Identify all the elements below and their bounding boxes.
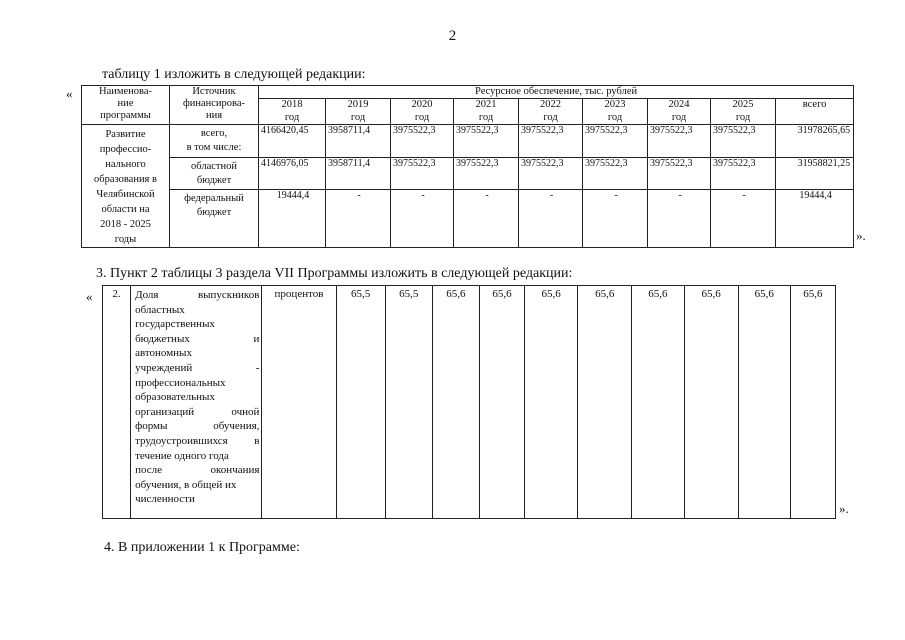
value-cell: 65,6 [632,286,684,519]
open-quote-2: « [86,289,93,304]
row-number: 2. [103,286,131,519]
resource-table [81,85,854,248]
value-cell: 65,5 [385,286,432,519]
close-quote-1: ». [856,228,866,243]
value-cell: - [519,190,583,248]
year-2018: 2018 [259,99,326,112]
value-cell: - [583,190,648,248]
value-cell: 3975522,3 [648,125,711,158]
close-quote-2: ». [839,501,849,516]
value-cell: 3975522,3 [454,157,519,190]
page-number: 2 [448,28,457,44]
value-cell: 65,6 [738,286,790,519]
year-2021: 2021 [454,99,519,112]
year-unit: год [259,112,326,125]
year-unit: год [519,112,583,125]
value-cell: 3958711,4 [326,157,391,190]
year-unit: год [454,112,519,125]
year-2020: 2020 [391,99,454,112]
year-unit: год [648,112,711,125]
total-cell: 19444,4 [776,190,854,248]
value-cell: 65,5 [336,286,385,519]
table-row [82,157,854,190]
value-cell: 3975522,3 [391,157,454,190]
header-funding-source: Источник финансирова- ния [170,86,259,125]
value-cell: 65,6 [525,286,578,519]
value-cell: 65,6 [479,286,524,519]
value-cell: 65,6 [578,286,632,519]
table-row [82,125,854,158]
value-cell: - [648,190,711,248]
value-cell: - [711,190,776,248]
value-cell: 4166420,45 [259,125,326,158]
point-3-text: 3. Пункт 2 таблицы 3 раздела VII Программы изложить в следующей редакции: [96,266,573,281]
total-cell: 31978265,65 [776,125,854,158]
year-unit: год [711,112,776,125]
year-2023: 2023 [583,99,648,112]
table-row [103,286,836,519]
year-unit: год [326,112,391,125]
value-cell: 3958711,4 [326,125,391,158]
value-cell: 4146976,05 [259,157,326,190]
intro-text: таблицу 1 изложить в следующей редакции: [102,67,366,82]
header-total: всего [776,99,854,125]
value-cell: 3975522,3 [648,157,711,190]
value-cell: - [326,190,391,248]
program-name-cell: Развитие профессио- нального образования в Челябинской области на 2018 - 2025 годы [82,125,170,248]
value-cell: 3975522,3 [454,125,519,158]
value-cell: 65,6 [684,286,738,519]
year-2024: 2024 [648,99,711,112]
open-quote-1: « [66,86,73,101]
value-cell: 19444,4 [259,190,326,248]
value-cell: - [454,190,519,248]
source-cell: областной бюджет [170,157,259,190]
table-row [82,190,854,248]
value-cell: 3975522,3 [583,157,648,190]
indicator-description: Доля выпускников областных государственных бюджетных и автономных учреждений - профессиональных образовательных организаций очной формы обучения, трудоустроившихся в течение одного года после окончания обучения, в общей их численности [131,286,262,519]
value-cell: 3975522,3 [711,157,776,190]
value-cell: 3975522,3 [391,125,454,158]
value-cell: - [391,190,454,248]
value-cell: 65,6 [432,286,479,519]
value-cell: 3975522,3 [519,157,583,190]
year-2022: 2022 [519,99,583,112]
indicator-table [102,285,836,519]
point-4-text: 4. В приложении 1 к Программе: [104,540,300,555]
source-cell: всего, в том числе: [170,125,259,158]
total-cell: 31958821,25 [776,157,854,190]
year-2019: 2019 [326,99,391,112]
value-cell: 65,6 [790,286,835,519]
value-cell: 3975522,3 [583,125,648,158]
year-unit: год [391,112,454,125]
year-unit: год [583,112,648,125]
source-cell: федеральный бюджет [170,190,259,248]
header-program-name: Наименова- ние программы [82,86,170,125]
value-cell: 3975522,3 [519,125,583,158]
unit-cell: процентов [262,286,336,519]
value-cell: 3975522,3 [711,125,776,158]
header-resource: Ресурсное обеспечение, тыс. рублей [259,86,854,99]
year-2025: 2025 [711,99,776,112]
